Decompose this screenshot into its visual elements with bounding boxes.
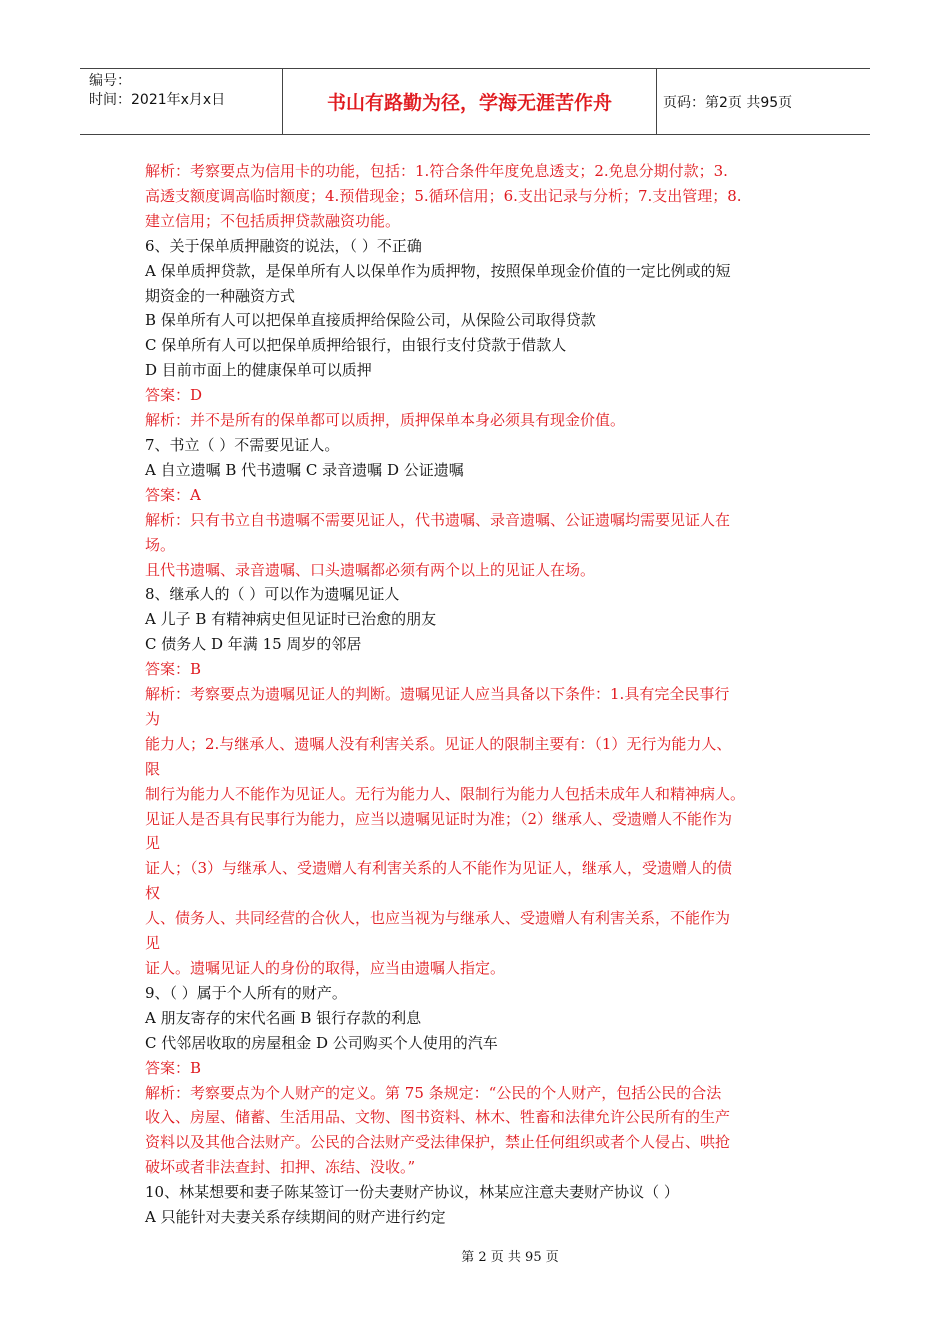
answer-explanation-line: 证人。遗嘱见证人的身份的取得，应当由遗嘱人指定。 [145, 959, 506, 977]
question-line: C 债务人 D 年满 15 周岁的邻居 [145, 635, 362, 654]
answer-explanation-line: 场。 [145, 535, 176, 554]
answer-explanation-line: 见 [145, 934, 161, 953]
question-line: 8、继承人的（ ）可以作为遗嘱见证人 [145, 585, 400, 604]
answer-explanation-line: 限 [145, 759, 161, 778]
question-line: A 保单质押贷款，是保单所有人以保单作为质押物，按照保单现金价值的一定比例或的短 [145, 261, 731, 280]
answer-explanation-line: 解析：考察要点为信用卡的功能，包括：1.符合条件年度免息透支；2.免息分期付款；3. [145, 162, 728, 180]
question-line: A 只能针对夫妻关系存续期间的财产进行约定 [145, 1208, 446, 1227]
answer-explanation-line: 答案：B [145, 660, 202, 679]
answer-explanation-line: 制行为能力人不能作为见证人。无行为能力人、限制行为能力人包括未成年人和精神病人。 [145, 784, 746, 803]
answer-explanation-line: 资料以及其他合法财产。公民的合法财产受法律保护，禁止任何组织或者个人侵占、哄抢 [145, 1133, 731, 1152]
answer-explanation-line: 证人；（3）与继承人、受遗赠人有利害关系的人不能作为见证人，继承人，受遗赠人的债 [145, 859, 733, 878]
answer-explanation-line: 解析：考察要点为遗嘱见证人的判断。遗嘱见证人应当具备以下条件：1.具有完全民事行 [145, 685, 730, 704]
question-line: 期资金的一种融资方式 [145, 286, 296, 305]
answer-explanation-line: 答案：B [145, 1058, 202, 1077]
answer-explanation-line: 解析：考察要点为个人财产的定义。第 75 条规定：“公民的个人财产，包括公民的合法 [145, 1083, 722, 1102]
answer-explanation-line: 答案：D [145, 386, 203, 405]
page-footer: 第 2 页 共 95 页 [461, 1250, 559, 1265]
page-header [80, 68, 870, 135]
question-line: D 目前市面上的健康保单可以质押 [145, 361, 372, 380]
answer-explanation-line: 见证人是否具有民事行为能力，应当以遗嘱见证时为准；（2）继承人、受遗赠人不能作为 [145, 809, 733, 828]
question-line: 10、林某想要和妻子陈某签订一份夫妻财产协议，林某应注意夫妻财产协议（ ） [145, 1183, 679, 1202]
question-line: C 代邻居收取的房屋租金 D 公司购买个人使用的汽车 [145, 1033, 498, 1052]
answer-explanation-line: 高透支额度调高临时额度；4.预借现金；5.循环信用；6.支出记录与分析；7.支出管理；8. [145, 186, 742, 205]
question-line: A 自立遗嘱 B 代书遗嘱 C 录音遗嘱 D 公证遗嘱 [145, 460, 464, 479]
document-body [145, 159, 815, 1230]
header-page-number: 页码：第2页 共95页 [663, 94, 793, 111]
answer-explanation-line: 解析：只有书立自书遗嘱不需要见证人，代书遗嘱、录音遗嘱、公证遗嘱均需要见证人在 [145, 510, 731, 529]
question-line: A 儿子 B 有精神病史但见证时已治愈的朋友 [145, 610, 437, 629]
question-line: A 朋友寄存的宋代名画 B 银行存款的利息 [145, 1008, 422, 1027]
document-date: 时间：2021年x月x日 [89, 92, 226, 108]
document-number: 编号： [89, 73, 131, 89]
question-line: 7、书立（ ）不需要见证人。 [145, 435, 340, 454]
header-meta [80, 69, 283, 134]
answer-explanation-line: 收入、房屋、储蓄、生活用品、文物、图书资料、林木、牲畜和法律允许公民所有的生产 [145, 1108, 731, 1127]
header-motto: 书山有路勤为径，学海无涯苦作舟 [283, 69, 657, 134]
answer-explanation-line: 答案：A [145, 485, 201, 504]
answer-explanation-line: 解析：并不是所有的保单都可以质押，质押保单本身必须具有现金价值。 [145, 411, 626, 430]
answer-explanation-line: 权 [145, 884, 161, 903]
answer-explanation-line: 见 [145, 834, 161, 853]
question-line: B 保单所有人可以把保单直接质押给保险公司，从保险公司取得贷款 [145, 311, 596, 330]
question-line: C 保单所有人可以把保单质押给银行，由银行支付贷款于借款人 [145, 336, 567, 355]
question-line: 6、关于保单质押融资的说法，（ ）不正确 [145, 236, 422, 255]
answer-explanation-line: 且代书遗嘱、录音遗嘱、口头遗嘱都必须有两个以上的见证人在场。 [145, 560, 596, 579]
answer-explanation-line: 建立信用；不包括质押贷款融资功能。 [145, 211, 401, 230]
question-line: 9、（ ）属于个人所有的财产。 [145, 983, 347, 1002]
answer-explanation-line: 能力人；2.与继承人、遗嘱人没有利害关系。见证人的限制主要有：（1）无行为能力人、 [145, 734, 732, 753]
answer-explanation-line: 破坏或者非法查封、扣押、冻结、没收。” [145, 1158, 416, 1177]
answer-explanation-line: 人、债务人、共同经营的合伙人，也应当视为与继承人、受遗赠人有利害关系，不能作为 [145, 909, 731, 928]
answer-explanation-line: 为 [145, 709, 161, 728]
